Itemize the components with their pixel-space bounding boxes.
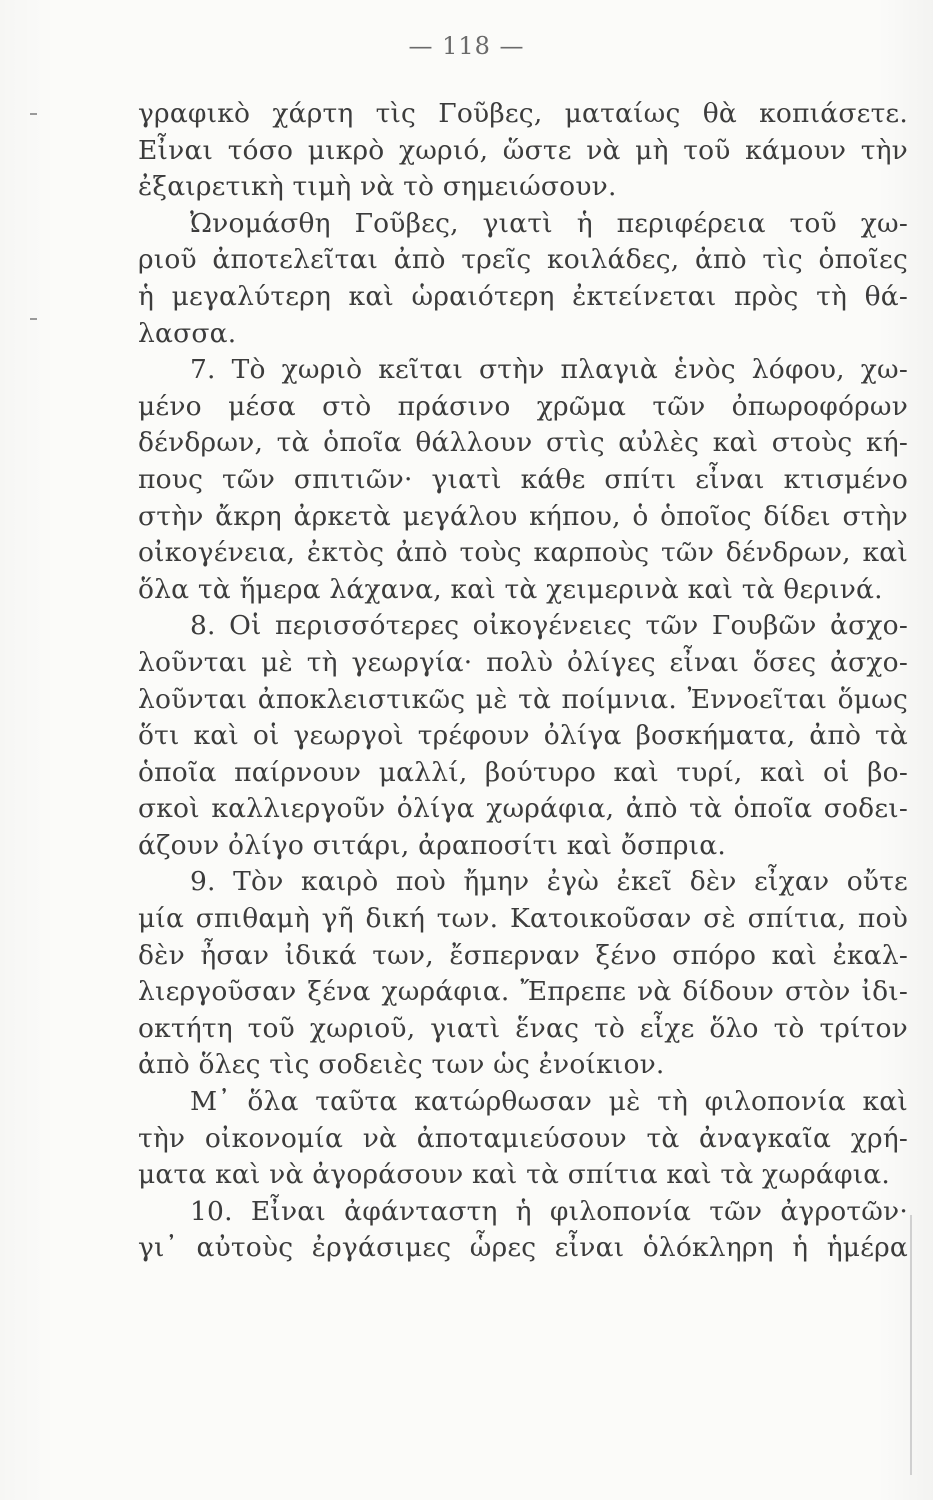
paragraph-start-line: 9. Τὸν καιρὸ ποὺ ἤμην ἐγὼ ἐκεῖ δὲν εἶχαν οὔτε [190, 866, 908, 898]
margin-rule [910, 1215, 912, 1475]
text-line: ὅτι καὶ οἱ γεωργοὶ τρέφουν ὀλίγα βοσκήματα, ἀπὸ τὰ [138, 720, 908, 752]
text-line: δένδρων, τὰ ὁποῖα θάλλουν στὶς αὐλὲς καὶ στοὺς κή- [138, 427, 908, 459]
paragraph-start-line: 10. Εἶναι ἀφάνταστη ἡ φιλοπονία τῶν ἀγροτῶν· [190, 1195, 908, 1227]
paragraph-start-line: Ὠνομάσθη Γοῦβες, γιατὶ ἡ περιφέρεια τοῦ χω- [190, 207, 908, 239]
margin-mark [30, 318, 37, 320]
text-line: ὁποῖα παίρνουν μαλλί, βούτυρο καὶ τυρί, καὶ οἱ βο- [138, 756, 908, 788]
text-line: λιεργοῦσαν ξένα χωράφια. Ἔπρεπε νὰ δίδουν στὸν ἰδι- [138, 976, 908, 1008]
paragraph-start-line: 7. Τὸ χωριὸ κεῖται στὴν πλαγιὰ ἑνὸς λόφου, χω- [190, 354, 908, 386]
text-line: λοῦνται ἀποκλειστικῶς μὲ τὰ ποίμνια. Ἐννοεῖται ὅμως [138, 683, 908, 715]
text-line: οκτήτη τοῦ χωριοῦ, γιατὶ ἕνας τὸ εἶχε ὅλο τὸ τρίτον [138, 1012, 908, 1044]
text-line: ματα καὶ νὰ ἀγοράσουν καὶ τὰ σπίτια καὶ τὰ χωράφια. [138, 1159, 891, 1191]
text-line: σκοὶ καλλιεργοῦν ὀλίγα χωράφια, ἀπὸ τὰ ὁποῖα σοδει- [138, 793, 908, 825]
text-line: άζουν ὀλίγο σιτάρι, ἀραποσίτι καὶ ὄσπρια. [138, 829, 726, 861]
text-line: ἡ μεγαλύτερη καὶ ὡραιότερη ἐκτείνεται πρὸς τὴ θά- [138, 280, 908, 312]
paragraph-start-line: Μ᾿ ὅλα ταῦτα κατώρθωσαν μὲ τὴ φιλοπονία καὶ [190, 1086, 908, 1118]
text-line: μία σπιθαμὴ γῆ δική των. Κατοικοῦσαν σὲ σπίτια, ποὺ [138, 903, 908, 935]
text-line: οἰκογένεια, ἐκτὸς ἀπὸ τοὺς καρποὺς τῶν δένδρων, καὶ [138, 537, 908, 569]
text-line: στὴν ἄκρη ἀρκετὰ μεγάλου κήπου, ὁ ὁποῖος δίδει στὴν [138, 500, 908, 532]
text-line: γραφικὸ χάρτη τὶς Γοῦβες, ματαίως θὰ κοπιάσετε. [138, 98, 908, 129]
text-line: ὅλα τὰ ἥμερα λάχανα, καὶ τὰ χειμερινὰ καὶ τὰ θερινά. [138, 573, 883, 605]
page-number: — 118 — [408, 32, 525, 60]
paragraph-start-line: 8. Οἱ περισσότερες οἰκογένειες τῶν Γουβῶν ἀσχο- [190, 610, 908, 642]
body-text [138, 96, 908, 1267]
text-line: πους τῶν σπιτιῶν· γιατὶ κάθε σπίτι εἶναι κτισμένο [138, 463, 908, 495]
text-line: λασσα. [138, 317, 237, 349]
text-line: μένο μέσα στὸ πράσινο χρῶμα τῶν ὀπωροφόρων [138, 390, 908, 422]
text-line: γι᾿ αὐτοὺς ἐργάσιμες ὧρες εἶναι ὁλόκληρη ἡ ἡμέρα [138, 1232, 908, 1264]
margin-mark [30, 113, 37, 115]
text-line: λοῦνται μὲ τὴ γεωργία· πολὺ ὀλίγες εἶναι ὅσες ἀσχο- [138, 646, 908, 678]
text-line: ριοῦ ἀποτελεῖται ἀπὸ τρεῖς κοιλάδες, ἀπὸ τὶς ὁποῖες [138, 244, 908, 276]
text-line: τὴν οἰκονομία νὰ ἀποταμιεύσουν τὰ ἀναγκαῖα χρή- [138, 1122, 908, 1154]
text-line: Εἶναι τόσο μικρὸ χωριό, ὥστε νὰ μὴ τοῦ κάμουν τὴν [138, 134, 908, 166]
text-line: δὲν ἦσαν ἰδικά των, ἔσπερναν ξένο σπόρο καὶ ἐκαλ- [138, 939, 908, 971]
text-line: ἀπὸ ὅλες τὶς σοδειὲς των ὡς ἐνοίκιον. [138, 1049, 665, 1081]
text-line: ἐξαιρετικὴ τιμὴ νὰ τὸ σημειώσουν. [138, 171, 617, 203]
